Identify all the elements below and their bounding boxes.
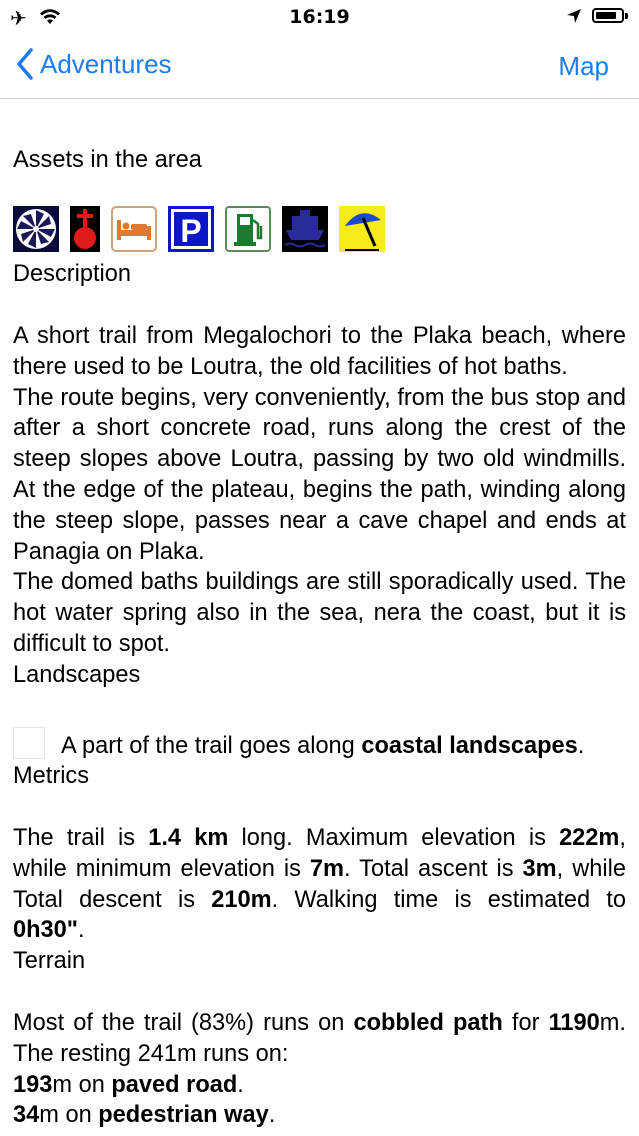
- landscapes-heading: Landscapes: [13, 662, 141, 688]
- status-bar: [0, 0, 639, 34]
- location-arrow-icon: [566, 8, 582, 24]
- description-paragraph: A short trail from Megalochori to the Plaka beach, where there used to be Loutra, the old facilities of hot baths.: [13, 323, 626, 380]
- back-button-label: Adventures: [40, 48, 172, 79]
- terrain-summary: Most of the trail (83%) runs on cobbled path for 1190m. The resting 241m runs on:: [13, 1010, 626, 1067]
- assets-heading: Assets in the area: [13, 147, 202, 173]
- gas-station-icon: [225, 206, 271, 252]
- metrics-heading: Metrics: [13, 763, 90, 789]
- landscape-text: A part of the trail goes along coastal landscapes.: [61, 733, 585, 759]
- parking-icon: [168, 206, 214, 252]
- terrain-row: 34m on pedestrian way.: [13, 1102, 276, 1129]
- landscape-item: [13, 731, 584, 762]
- accommodation-icon: [111, 206, 157, 252]
- asset-icons-row: [13, 206, 385, 252]
- terrain-text: [13, 1008, 626, 1131]
- status-time: 16:19: [289, 6, 350, 28]
- back-button[interactable]: [16, 48, 172, 80]
- terrain-row: 193m on paved road.: [13, 1071, 244, 1098]
- description-heading: Description: [13, 261, 132, 287]
- svg-text:P: P: [180, 213, 202, 249]
- description-paragraph: The route begins, very conveniently, from the bus stop and after a short concrete road, runs along the crest of the steep slopes above Loutra, passing by two old windmills. At the edge of the plateau, begins the path, winding along the steep slope, passes near a cave chapel and ends at Panagia on Plaka.: [13, 384, 626, 565]
- chapel-icon: [70, 206, 100, 252]
- metrics-text: The trail is 1.4 km long. Maximum elevation is 222m, while minimum elevation is 7m. Total ascent is 3m, while Total descent is 210m. Walking time is estimated to 0h30".: [13, 825, 626, 944]
- chevron-left-icon: [16, 48, 34, 80]
- landscape-thumbnail: [13, 727, 45, 759]
- description-paragraph: The domed baths buildings are still sporadically used. The hot water spring also in the sea, nera the coast, but it is difficult to spot.: [13, 569, 626, 657]
- map-button[interactable]: Map: [558, 51, 609, 81]
- terrain-heading: Terrain: [13, 948, 86, 974]
- battery-icon: [592, 8, 624, 23]
- port-ferry-icon: [282, 206, 328, 252]
- beach-umbrella-icon: [339, 206, 385, 252]
- description-text: [13, 321, 626, 660]
- airplane-mode-icon: ✈: [10, 8, 27, 30]
- navigation-bar: [0, 34, 639, 99]
- windmill-icon: [13, 206, 59, 252]
